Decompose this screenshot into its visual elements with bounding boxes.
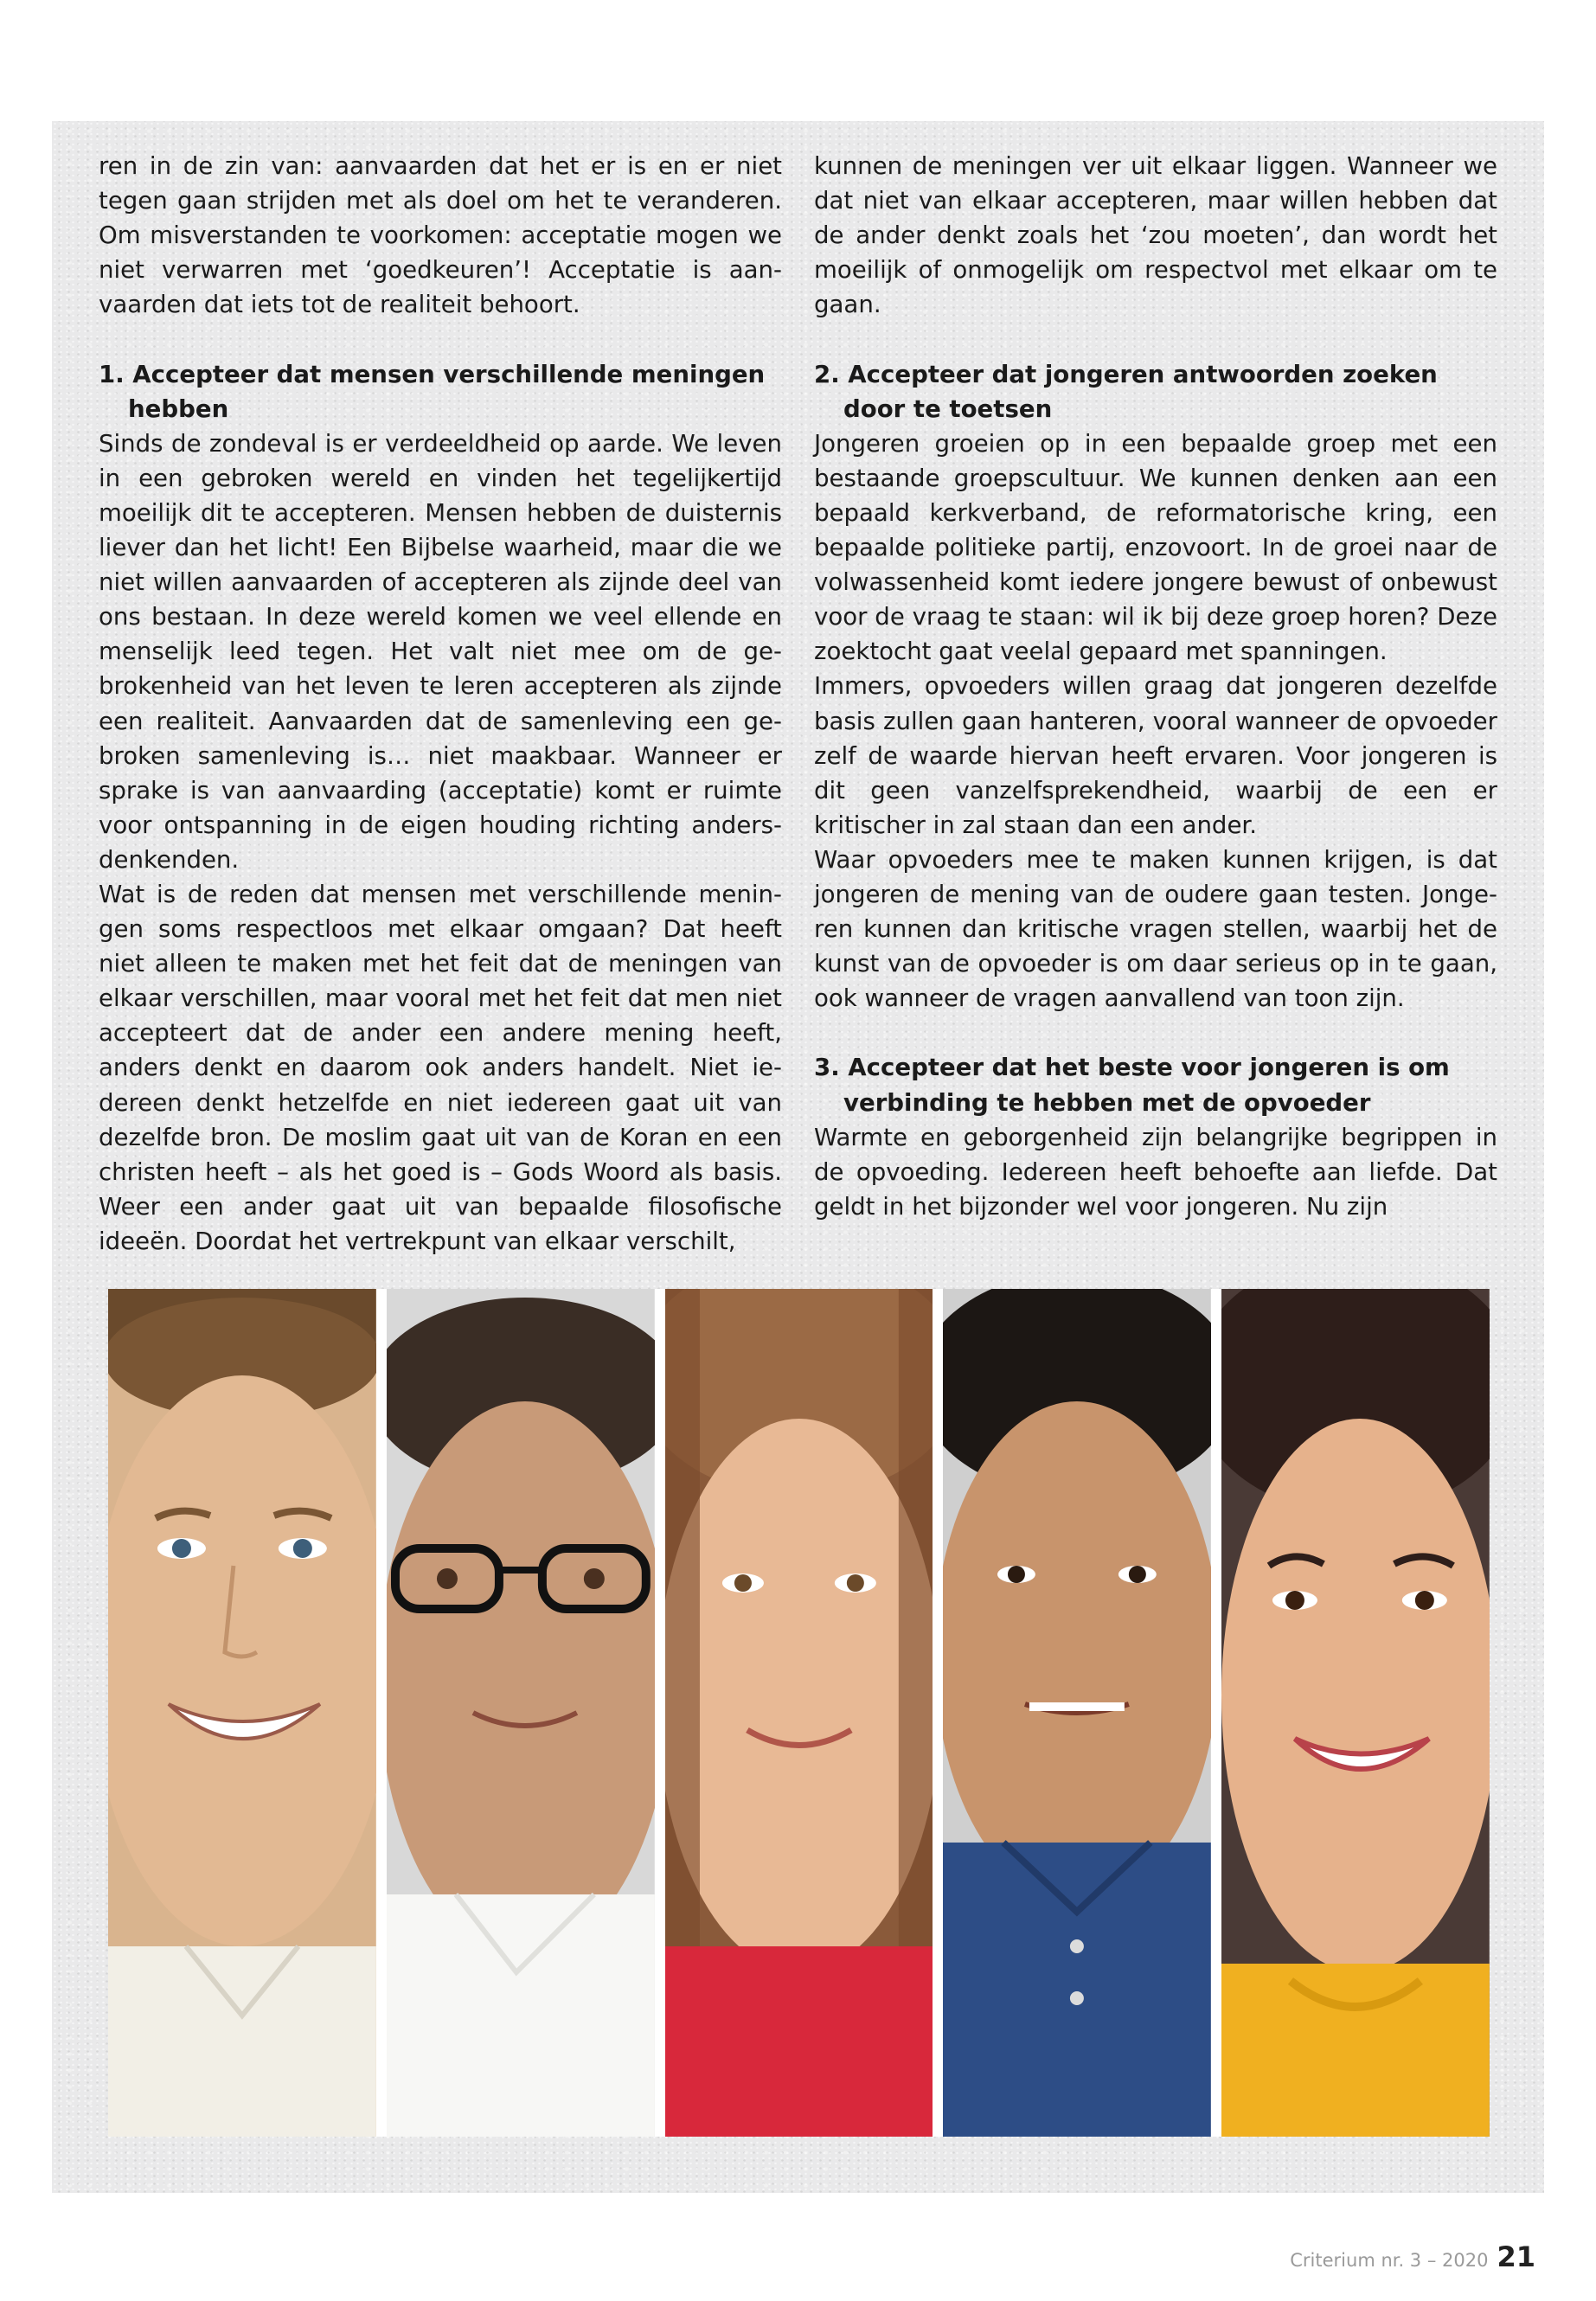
left-column — [99, 149, 782, 1259]
magazine-issue-label: Criterium nr. 3 – 2020 — [1290, 2250, 1489, 2271]
section-heading-2: 2. Accepteer dat jongeren antwoorden zoeken door te toetsen — [814, 359, 1438, 423]
portrait-woman-photo — [1221, 1289, 1490, 2137]
portrait-boy-glasses-photo — [387, 1289, 655, 2137]
section-heading-1: 1. Accepteer dat mensen verschillende meningen hebben — [99, 359, 766, 423]
portrait-man-photo — [108, 1289, 376, 2137]
paragraph: Wat is de reden dat mensen met verschillende meningen soms respectloos met elkaar omgaan? Dat heeft niet alleen te maken met het feit dat de meningen van elkaar verschillen, maar vooral met het feit dat men niet accepteert dat de ander een andere mening heeft, anders denkt en daarom ook anders handelt. Niet iedereen denkt hetzelfde en niet iedereen gaat uit van dezelfde bron. De moslim gaat uit van de Koran en een christen heeft – als het goed is – Gods Woord als basis. Weer een ander gaat uit van bepaalde filosofische ideeën. Doordat het vertrekpunt van elkaar verschilt, — [99, 879, 782, 1255]
portrait-photo-collage — [108, 1289, 1490, 2137]
paragraph: Waar opvoeders mee te maken kunnen krijgen, is dat jongeren de mening van de oudere gaan testen. Jongeren kunnen dan kritische vragen stellen, waarbij het de kunst van de opvoeder is om daar serieus op in te gaan, ook wanneer de vragen aanvallend van toon zijn. — [814, 844, 1497, 1013]
portrait-girl-photo — [665, 1289, 933, 2137]
paragraph: Jongeren groeien op in een bepaalde groep met een bestaande groepscultuur. We kunnen denken aan een bepaald kerkverband, de reformatorische kring, een bepaalde politieke partij, enzovoort. In de groei naar de volwassenheid komt iedere jongere bewust of onbewust voor de vraag te staan: wil ik bij deze groep horen? Deze zoektocht gaat veelal gepaard met spanningen. — [814, 428, 1497, 666]
page-footer — [1290, 2240, 1535, 2273]
section-heading-3: 3. Accepteer dat het beste voor jongeren is om verbinding te hebben met de opvoeder — [814, 1053, 1450, 1117]
right-column — [814, 149, 1497, 1224]
page-number: 21 — [1497, 2240, 1535, 2273]
paragraph: Sinds de zondeval is er verdeeldheid op aarde. We leven in een gebroken wereld en vinden het tegelijkertijd moeilijk dit te accepteren. Mensen hebben de duisternis liever dan het licht! Een Bijbelse waarheid, maar die we niet willen aanvaarden of accepteren als zijnde deel van ons bestaan. In deze wereld komen we veel ellende en menselijk leed tegen. Het valt niet mee om de gebrokenheid van het leven te leren accepteren als zijnde een realiteit. Aanvaarden dat de samenleving een gebroken samenleving is… niet maakbaar. Wanneer er sprake is van aanvaarding (acceptatie) komt er ruimte voor ontspanning in de eigen houding richting andersdenkenden. — [99, 428, 782, 874]
paragraph: Immers, opvoeders willen graag dat jongeren dezelfde basis zullen gaan hanteren, vooral wanneer de opvoeder zelf de waarde hiervan heeft ervaren. Voor jongeren is dit geen vanzelfsprekendheid, waarbij de een er kritischer in zal staan dan een ander. — [814, 671, 1497, 839]
paragraph: kunnen de meningen ver uit elkaar liggen. Wanneer we dat niet van elkaar accepteren, maar willen hebben dat de ander denkt zoals het ‘zou moeten’, dan wordt het moeilijk of onmogelijk om respectvol met elkaar om te gaan. — [814, 151, 1497, 319]
paragraph: Warmte en geborgenheid zijn belangrijke begrippen in de opvoeding. Iedereen heeft behoefte aan liefde. Dat geldt in het bijzonder wel voor jongeren. Nu zijn — [814, 1122, 1497, 1221]
paragraph: ren in de zin van: aanvaarden dat het er is en er niet tegen gaan strijden met als doel om het te veranderen. Om misverstanden te voorkomen: acceptatie mogen we niet verwarren met ‘goedkeuren’! Acceptatie is aanvaarden dat iets tot de realiteit behoort. — [99, 151, 782, 319]
portrait-boy-polo-photo — [943, 1289, 1211, 2137]
